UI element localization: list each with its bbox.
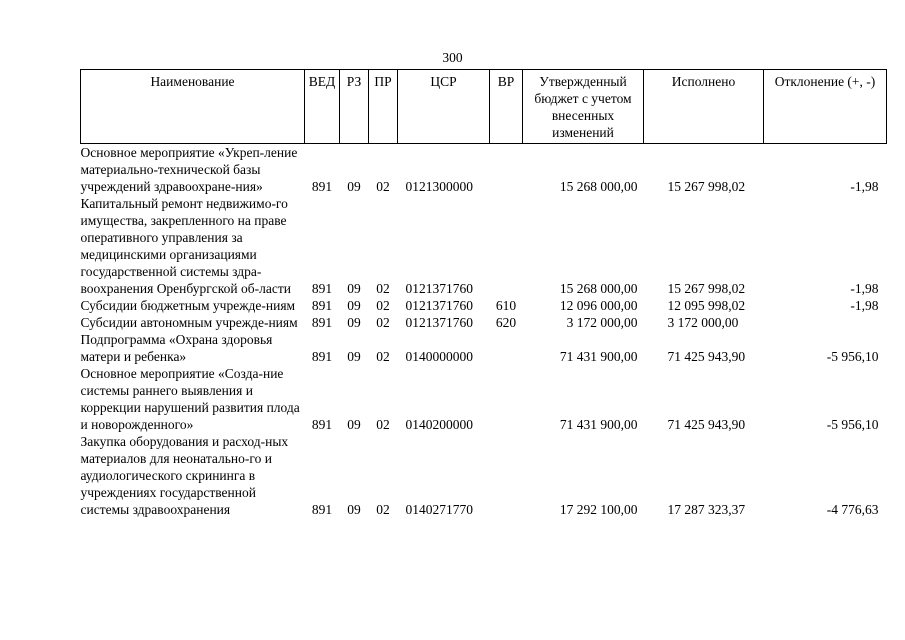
row-deviation: -5 956,10 [826,349,879,364]
row-deviation: -1,98 [850,298,879,313]
row-name: Субсидии бюджетным учрежде-ниям [80,298,296,313]
row-name: Подпрограмма «Охрана здоровья матери и ребенка» [80,332,273,364]
row-vr [490,195,523,297]
row-ved: 891 [311,349,333,364]
row-csr: 0140000000 [405,349,473,364]
row-executed: 15 267 998,02 [667,281,746,296]
row-executed: 15 267 998,02 [667,179,746,194]
row-pr: 02 [376,179,390,194]
row-vr: 610 [495,298,517,313]
row-executed: 12 095 998,02 [667,298,746,313]
row-ved: 891 [311,315,333,330]
header-executed: Исполнено [644,70,764,144]
row-csr: 0140271770 [405,502,473,517]
row-csr: 0121371760 [405,298,473,313]
row-csr: 0121300000 [405,179,473,194]
header-name: Наименование [81,70,305,144]
row-budget: 17 292 100,00 [559,502,638,517]
header-csr: ЦСР [398,70,490,144]
row-ved: 891 [311,298,333,313]
row-pr: 02 [376,417,390,432]
row-rz: 09 [347,179,361,194]
row-csr: 0140200000 [405,417,473,432]
row-vr [490,331,523,365]
budget-table [80,69,887,518]
row-vr [490,365,523,433]
row-deviation: -5 956,10 [826,417,879,432]
row-executed: 17 287 323,37 [667,502,746,517]
row-ved: 891 [311,417,333,432]
row-name: Закупка оборудования и расход-ных материалов для неонатально-го и аудиологического скрининга в учреждениях государственной системы здравоохранения [80,434,289,517]
row-rz: 09 [347,349,361,364]
header-deviation: Отклонение (+, -) [764,70,887,144]
table-row [81,331,887,365]
row-pr: 02 [376,502,390,517]
row-budget: 15 268 000,00 [559,281,638,296]
header-vr: ВР [490,70,523,144]
row-budget: 71 431 900,00 [559,349,638,364]
row-deviation [764,314,887,331]
header-budget: Утвержденный бюджет с учетом внесенных изменений [523,70,644,144]
header-rz: РЗ [340,70,369,144]
row-budget: 3 172 000,00 [566,315,638,330]
row-ved: 891 [311,179,333,194]
row-name: Субсидии автономным учрежде-ниям [80,315,298,330]
row-pr: 02 [376,281,390,296]
row-pr: 02 [376,298,390,313]
row-executed: 71 425 943,90 [667,417,746,432]
row-rz: 09 [347,502,361,517]
row-name: Основное мероприятие «Укреп-ление материально-технической базы учреждений здравоохране-ния» [80,145,298,194]
row-pr: 02 [376,315,390,330]
row-vr: 620 [495,315,517,330]
row-deviation: -1,98 [850,179,879,194]
table-row [81,297,887,314]
row-rz: 09 [347,417,361,432]
row-budget: 71 431 900,00 [559,417,638,432]
header-pr: ПР [369,70,398,144]
table-row [81,195,887,297]
row-rz: 09 [347,298,361,313]
row-deviation: -1,98 [850,281,879,296]
row-csr: 0121371760 [405,281,473,296]
row-executed: 71 425 943,90 [667,349,746,364]
row-executed: 3 172 000,00 [667,315,739,330]
row-pr: 02 [376,349,390,364]
row-ved: 891 [311,502,333,517]
row-deviation: -4 776,63 [826,502,879,517]
row-rz: 09 [347,281,361,296]
row-vr [490,144,523,196]
row-ved: 891 [311,281,333,296]
row-csr: 0121371760 [405,315,473,330]
table-row [81,433,887,518]
header-ved: ВЕД [305,70,340,144]
page-number: 300 [442,50,463,65]
table-row [81,365,887,433]
row-name: Основное мероприятие «Созда-ние системы раннего выявления и коррекции нарушений развития плода и новорожденного» [80,366,300,432]
row-rz: 09 [347,315,361,330]
table-row [81,144,887,196]
table-row [81,314,887,331]
row-name: Капитальный ремонт недвижимо-го имущества, закрепленного на праве оперативного управления за медицинскими организациями государственной системы здра-воохранения Оренбургской об-ласти [80,196,291,296]
row-budget: 15 268 000,00 [559,179,638,194]
row-budget: 12 096 000,00 [559,298,638,313]
row-vr [490,433,523,518]
table-header-row [81,70,887,144]
